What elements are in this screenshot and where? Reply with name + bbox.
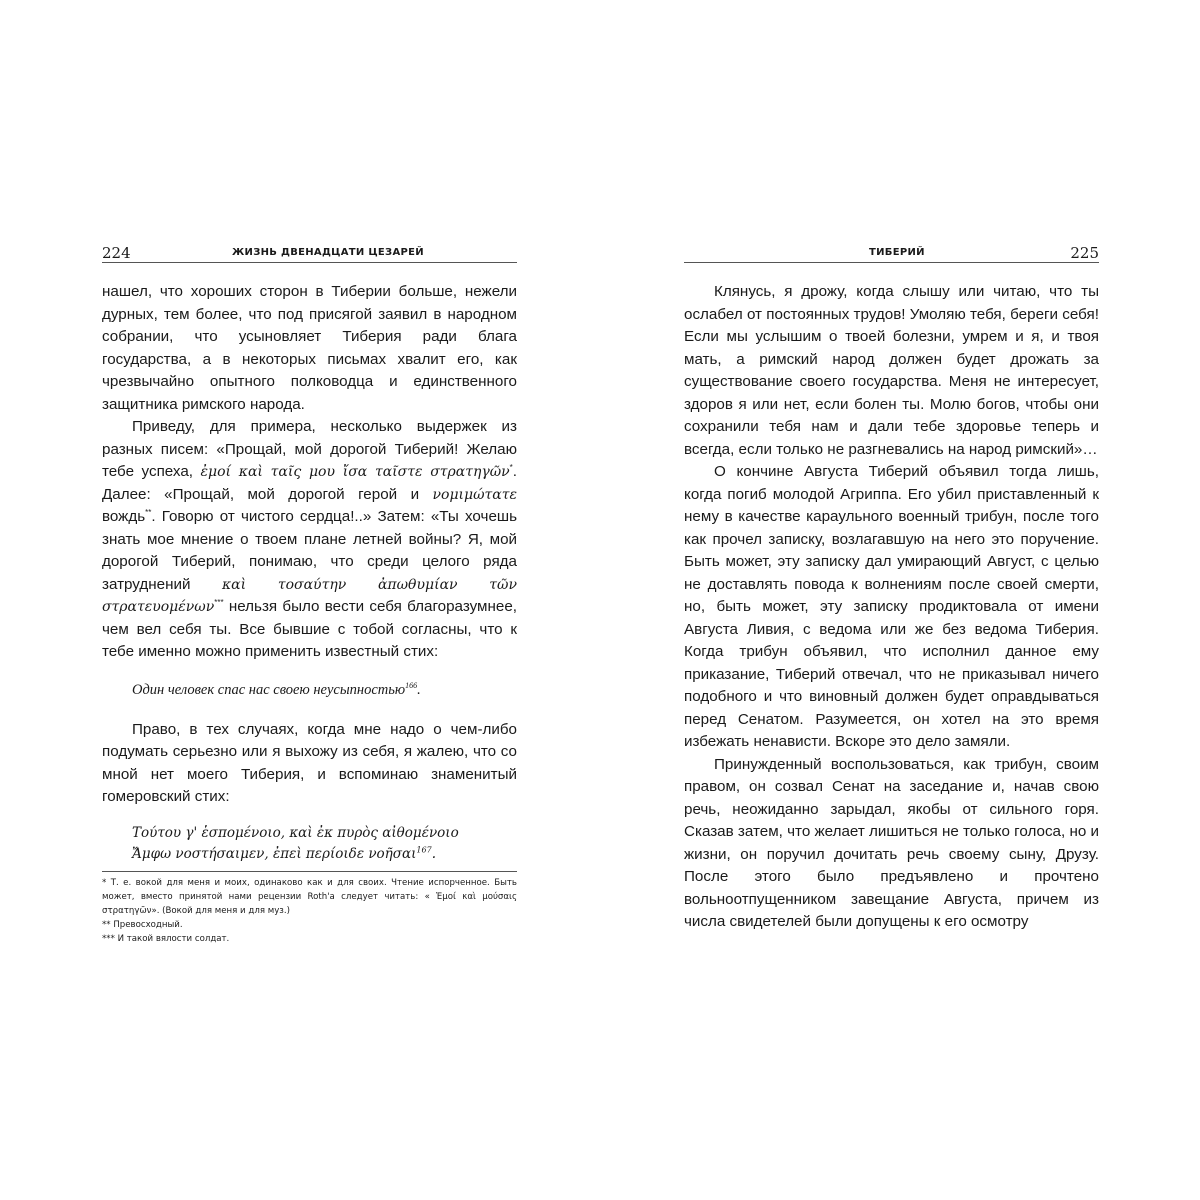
right-page [684, 236, 1099, 934]
left-page [102, 236, 517, 946]
text-run: Приведу, для примера, несколько выдержек из разных писем: «Прощай, мой дорогой Тиберий! Желаю тебе успеха, [102, 418, 517, 480]
paragraph: нашел, что хороших сторон в Тиберии больше, нежели дурных, тем более, что под присягой заявил в народном собрании, что усыновляет Тиберия ради блага государства, а в некоторых письмах хвалит его, как чрезвычайно опытного полководца и единственного защитника римского народа. [102, 283, 517, 413]
footnote: * Т. е. вокой для меня и моих, одинаково как и для своих. Чтение испорченное. Быть может, вместо принятой нами рецензии Roth'a следует читать: « Ἐμοί καὶ μούσαις στρατηγῶν». (Вокой для меня и для муз.) [102, 877, 517, 916]
paragraph [102, 416, 517, 664]
footnote-mark: * [509, 462, 513, 472]
footnote-mark: *** [214, 597, 224, 607]
text-run: . Говорю от чистого сердца!..» Затем: «Ты хочешь знать мое мнение о твоем плане летней войны? Я, мой дорогой Тиберий, понимаю, что среди целого ряда затруднений [102, 508, 517, 593]
endnote-mark: 166 [405, 680, 418, 690]
right-page-header [684, 236, 1099, 263]
text-run: нельзя было вести себя благоразумнее, чем вел себя ты. Все бывшие с тобой согласны, что к тебе именно можно применить известный стих: [102, 598, 517, 660]
paragraph: О кончине Августа Тиберий объявил тогда лишь, когда погиб молодой Агриппа. Его убил приставленный к нему в качестве караульного военный трибун, после того как прочел записку, возлагавшую на него это поручение. Быть может, эту записку дал умирающий Август, с целью не доставлять повода к волнениям после своей смерти, но, быть может, эту записку продиктовала от имени Августа Ливия, с ведома или же без ведома Тиберия. Когда трибун объявил, что исполнил данное ему приказание, Тиберий отвечал, что не приказывал ничего подобного и что виновный должен будет оправдываться перед Сенатом. Разумеется, он хотел на это время избежать ненависти. Вскоре это дело замяли. [684, 463, 1099, 750]
verse-line: Один человек спас нас своею неусыпностью [132, 681, 406, 698]
verse-line: Τούτου γ' ἑσπομένοιο, καὶ ἐκ πυρὸς αἰθομένοιο [132, 824, 459, 841]
footnote: *** И такой вялости солдат. [102, 933, 230, 944]
running-title: ТИБЕРИЙ [869, 247, 925, 258]
paragraph: Принужденный воспользоваться, как трибун, своим правом, он созвал Сенат на заседание и, начав свою речь, неожиданно зарыдал, якобы от сильного горя. Сказав затем, что желает лишиться не только голоса, но и жизни, он поручил дочитать речь своему сыну, Друзу. После этого было предъявлено и прочтено вольноотпущенником завещание Августа, причем из числа свидетелей были допущены к его осмотру [684, 755, 1099, 930]
left-page-header [102, 236, 517, 263]
verse-quote: Один человек спас нас своею неусыпностью$^{166}$. [132, 680, 421, 698]
verse-text: Ἄμφω νοστήσαιμεν, ἐπεὶ περίοιδε νοῆσαι [132, 845, 417, 862]
footnote: ** Превосходный. [102, 919, 183, 930]
footnote-divider [102, 871, 517, 872]
endnote-mark: 167 [416, 845, 432, 854]
paragraph: Клянусь, я дрожу, когда слышу или читаю, что ты ослабел от постоянных трудов! Умоляю тебя, береги себя! Если мы услышим о твоей болезни, умрем и я, и твоя мать, а римский народ должен будет дрожать за существование своего государства. Меня не интересует, здоров я или нет, если болен ты. Молю богов, чтобы они сохранили тебя нам и дали тебе здоровье теперь и всегда, если только не разгневались на народ римский»… [684, 283, 1099, 458]
greek-phrase: ἐμοί καὶ ταῖς μου ἴσα ταῖστε στρατηγῶν [200, 464, 510, 480]
greek-verse-quote [102, 823, 517, 865]
page-number: 224 [102, 244, 131, 262]
greek-phrase: καὶ τοσαύτην ἀπωθυμίαν τῶν στρατευομένων [102, 576, 517, 615]
text-run: вождь [102, 508, 146, 525]
page-number: 225 [1070, 244, 1099, 262]
right-page-body [684, 281, 1099, 934]
footnote-mark: ** [145, 507, 152, 517]
verse-line: Ἄμφω νοστήσαιμεν, ἐπεὶ περίοιδε νοῆσαι$^{167}$. [132, 845, 436, 862]
running-title: ЖИЗНЬ ДВЕНАДЦАТИ ЦЕЗАРЕЙ [232, 247, 424, 258]
text-run: . Далее: «Прощай, мой дорогой герой и [102, 463, 517, 503]
left-page-body [102, 281, 517, 865]
paragraph: Право, в тех случаях, когда мне надо о чем-либо подумать серьезно или я выхожу из себя, я жалею, что со мной нет моего Тиберия, и вспоминаю знаменитый гомеровский стих: [102, 720, 517, 805]
footnotes [102, 876, 517, 946]
greek-phrase: νομιμώτατε [432, 486, 517, 503]
